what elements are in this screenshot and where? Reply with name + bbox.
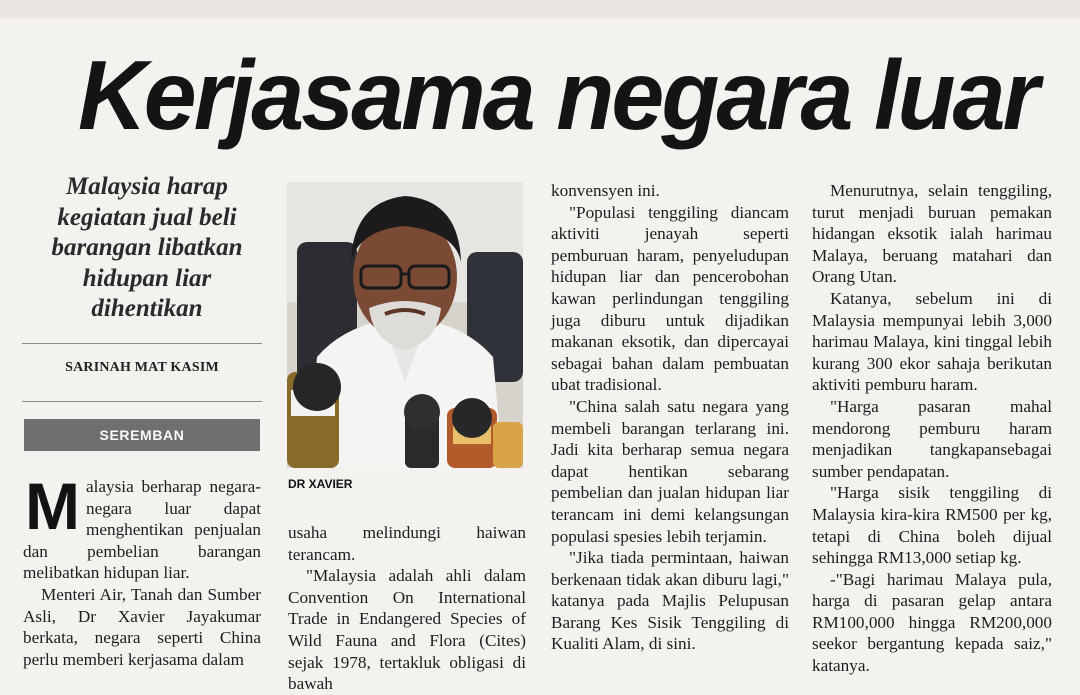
photo-caption: DR XAVIER	[288, 477, 353, 491]
article-column-1	[23, 469, 261, 670]
paragraph: "Populasi tenggiling diancam aktiviti jenayah seperti pemburuan haram, penyeludupan hidupan liar dan pencerobohan kawan perlindungan tenggiling juga diburu untuk dijadikan makanan eksotik, dan dipercayai sebagai bahan dalam pembuatan ubat tradisional.	[551, 202, 789, 395]
paragraph: Menteri Air, Tanah dan Sumber Asli, Dr Xavier Jayakumar berkata, negara seperti China perlu memberi kerjasama dalam	[23, 584, 261, 669]
dropcap: M	[25, 469, 80, 543]
paragraph: Menurutnya, selain tenggiling, turut menjadi buruan pemakan hidangan eksotik ialah harimau Malaya, beruang matahari dan Orang Utan.	[812, 181, 1052, 287]
paragraph: -"Bagi harimau Malaya pula, harga di pasaran gelap antara RM100,000 hingga RM200,000 seekor bergantung kepada saiz," katanya.	[812, 569, 1052, 676]
photo-dr-xavier	[287, 182, 523, 468]
paragraph: "China salah satu negara yang membeli barangan terlarang ini. Jadi kita berharap semua negara dapat hentikan sebarang pembelian dan jualan hidupan liar terancam ini demi kelangsungan populasi spesies lebih terjamin.	[551, 396, 789, 546]
paragraph: usaha melindungi haiwan terancam.	[288, 523, 526, 564]
headline: Kerjasama negara luar	[78, 40, 1037, 150]
paragraph: konvensyen ini.	[551, 181, 660, 200]
divider-rule	[22, 401, 262, 402]
article-column-3	[551, 180, 789, 655]
article-column-4	[812, 180, 1052, 677]
byline: SARINAH MAT KASIM	[65, 360, 219, 375]
paragraph: "Malaysia adalah ahli dalam Convention On International Trade in Endangered Species of Wild Fauna and Flora (Cites) sejak 1978, tertakluk obligasi di bawah	[288, 566, 526, 694]
paragraph: Katanya, sebelum ini di Malaysia mempunyai lebih 3,000 harimau Malaya, kini tinggal lebih kurang 300 ekor sahaja berikutan aktiviti pemburu haram.	[812, 288, 1052, 395]
paragraph: "Harga sisik tenggiling di Malaysia kira-kira RM500 per kg, tetapi di China boleh dijual sehingga RM13,000 setiap kg.	[812, 483, 1052, 568]
deck-line: hidupan liar	[82, 264, 212, 292]
paragraph: "Harga pasaran mahal mendorong pemburu haram menjadikan tangkapansebagai sumber pendapatan.	[812, 396, 1052, 481]
divider-rule	[22, 343, 262, 344]
paragraph: alaysia berharap negara-negara luar dapat menghentikan penjualan dan pembelian barangan melibatkan hidupan liar.	[23, 477, 261, 583]
deck-line: kegiatan jual beli	[57, 203, 237, 231]
deck-subheading	[22, 172, 272, 325]
deck-line: barangan libatkan	[51, 234, 243, 261]
deck-line: Malaysia harap	[66, 173, 228, 200]
location-badge: SEREMBAN	[24, 419, 260, 451]
page-top-band	[0, 0, 1080, 18]
paragraph: "Jika tiada permintaan, haiwan berkenaan tidak akan diburu lagi," katanya pada Majlis Pelupusan Barang Kes Sisik Tenggiling di Kualiti Alam, di sini.	[551, 548, 789, 654]
portrait-illustration	[287, 182, 523, 468]
article-column-2	[288, 522, 526, 695]
deck-line: dihentikan	[91, 295, 203, 322]
